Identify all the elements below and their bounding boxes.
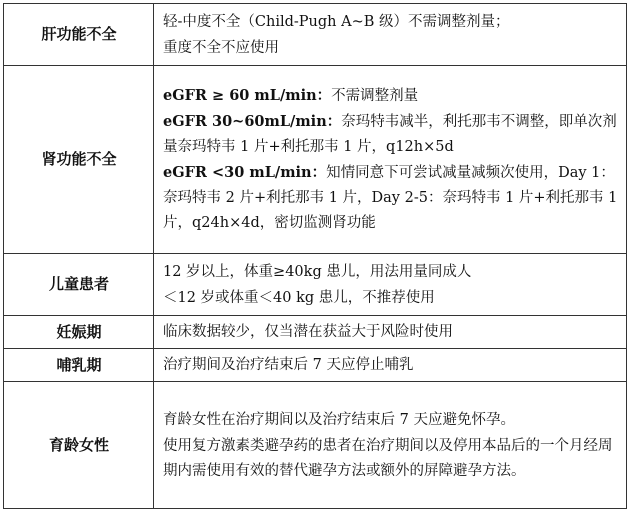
row-label: 儿童患者	[4, 254, 154, 316]
content-line: 治疗期间及治疗结束后 7 天应停止哺乳	[163, 357, 414, 373]
table-row	[4, 66, 627, 254]
table-row	[4, 4, 627, 66]
dosing-table	[3, 3, 627, 509]
row-label: 肾功能不全	[4, 66, 154, 254]
content-line: 12 岁以上，体重≥40kg 患儿，用法用量同成人	[163, 263, 472, 280]
row-label: 哺乳期	[4, 349, 154, 382]
row-content	[154, 254, 627, 316]
table-row	[4, 316, 627, 349]
content-line: 育龄女性在治疗期间以及治疗结束后 7 天应避免怀孕。	[163, 411, 515, 428]
content-line: 临床数据较少，仅当潜在获益大于风险时使用	[163, 324, 453, 340]
row-content	[154, 349, 627, 382]
row-content	[154, 66, 627, 254]
content-line: 使用复方激素类避孕药的患者在治疗期间以及停用本品后的一个月经周期内需使用有效的替代避孕方法或额外的屏障避孕方法。	[163, 437, 613, 479]
row-content	[154, 4, 627, 66]
row-label: 妊娠期	[4, 316, 154, 349]
table-row	[4, 349, 627, 382]
content-line: 重度不全不应使用	[163, 39, 279, 56]
content-line: eGFR ≥ 60 mL/min：不需调整剂量	[163, 87, 419, 104]
content-line: eGFR 30~60mL/min：奈玛特韦减半，利托那韦不调整，即单次剂量奈玛特韦 1 片+利托那韦 1 片，q12h×5d	[163, 113, 617, 155]
table-row	[4, 382, 627, 509]
row-label: 育龄女性	[4, 382, 154, 509]
content-line: eGFR <30 mL/min：知情同意下可尝试减量减频次使用，Day 1：奈玛特韦 2 片+利托那韦 1 片，Day 2-5：奈玛特韦 1 片+利托那韦 1 片，q24h×4d，密切监测肾功能	[163, 164, 618, 231]
content-line: ＜12 岁或体重＜40 kg 患儿，不推荐使用	[163, 289, 435, 306]
row-content	[154, 382, 627, 509]
row-content	[154, 316, 627, 349]
content-line: 轻-中度不全（Child-Pugh A~B 级）不需调整剂量；	[163, 13, 510, 30]
row-label: 肝功能不全	[4, 4, 154, 66]
table-row	[4, 254, 627, 316]
